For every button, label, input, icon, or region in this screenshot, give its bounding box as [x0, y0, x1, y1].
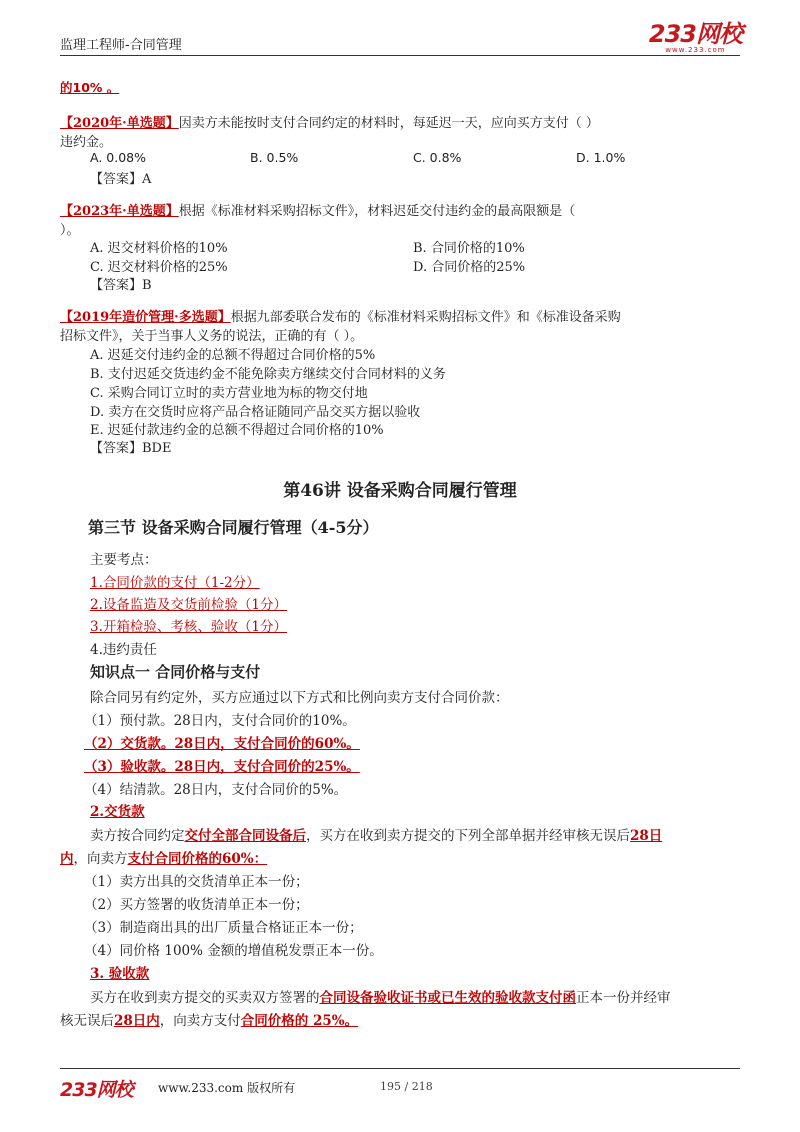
question-text-line2: 违约金。: [60, 135, 113, 150]
question-text-line2: ）。: [60, 223, 80, 238]
question-2020: [60, 112, 599, 131]
delivery-paragraph-line2: [60, 847, 267, 867]
highlight: 支付合同价格的60%：: [127, 851, 268, 867]
document-item-2: （2）买方签署的收货清单正本一份；: [84, 897, 309, 913]
answer: 【答案】BDE: [90, 441, 172, 456]
text-span: ，买方在收到卖方提交的下列全部单据并经审核无误后: [306, 828, 630, 844]
option-d: D. 卖方在交货时应将产品合格证随同产品交买方据以验收: [90, 405, 421, 420]
option-a: A. 0.08%: [90, 150, 146, 165]
question-text: 因卖方未能按时支付合同约定的材料时，每延迟一天，应向买方支付（ ）: [178, 116, 599, 131]
header-rule: [60, 55, 740, 56]
key-point-item: 1.合同价款的支付（1-2分）: [90, 575, 260, 591]
option-d: D. 1.0%: [576, 150, 626, 165]
acceptance-paragraph-line2: [60, 1009, 358, 1029]
key-point-item: 2.设备监造及交货前检验（1分）: [90, 597, 287, 613]
highlight: 合同价格的 25%。: [240, 1013, 359, 1029]
page-number: 195 / 218: [380, 1080, 433, 1093]
question-text: 根据九部委联合发布的《标准材料采购招标文件》和《标准设备采购: [230, 310, 621, 325]
text-span: 核无误后: [60, 1013, 114, 1029]
continued-text: 的10% 。: [60, 80, 120, 95]
footer-logo: 233网校: [60, 1079, 133, 1101]
option-c: C. 采购合同订立时的卖方营业地为标的物交付地: [90, 386, 368, 401]
key-point-item: 3.开箱检验、考核、验收（1分）: [90, 619, 287, 635]
document-item-3: （3）制造商出具的出厂质量合格证正本一份；: [84, 920, 363, 936]
footer-copyright: www.233.com 版权所有: [158, 1081, 296, 1095]
option-d: D. 合同价格的25%: [413, 260, 526, 275]
logo-url: www.233.com: [665, 46, 726, 54]
document-item-4: （4）同价格 100% 金额的增值税发票正本一份。: [84, 943, 383, 959]
highlight: 合同设备验收证书或已生效的验收款支付函: [319, 990, 576, 1006]
option-c: C. 0.8%: [413, 150, 462, 165]
logo-text: 233网校: [648, 20, 742, 48]
section-title: 第三节 设备采购合同履行管理（4-5分）: [88, 518, 379, 537]
option-b: B. 支付迟延交货违约金不能免除卖方继续交付合同材料的义务: [90, 367, 446, 382]
option-a: A. 迟交材料价格的10%: [90, 241, 228, 256]
header-title: 监理工程师-合同管理: [60, 38, 182, 53]
question-tag: 【2023年·单选题】: [60, 204, 179, 219]
payment-item-2: （2）交货款。28日内，支付合同价的60%。: [84, 736, 360, 752]
option-b: B. 0.5%: [250, 150, 299, 165]
question-tag: 【2019年造价管理·多选题】: [60, 310, 231, 325]
knowledge-point-title: 知识点一 合同价格与支付: [90, 663, 261, 681]
delivery-heading: 2.交货款: [90, 804, 145, 820]
key-point-item: 4.违约责任: [90, 642, 157, 658]
acceptance-heading: 3. 验收款: [90, 966, 150, 982]
question-tag: 【2020年·单选题】: [60, 116, 179, 131]
footer-rule: [60, 1068, 740, 1069]
option-a: A. 迟延交付违约金的总额不得超过合同价格的5%: [90, 348, 376, 363]
answer: 【答案】A: [90, 172, 152, 187]
payment-item-1: （1）预付款。28日内，支付合同价的10%。: [84, 713, 356, 729]
text-span: 正本一份并经审: [576, 990, 671, 1006]
highlight: 28日: [630, 828, 663, 844]
payment-item-4: （4）结清款。28日内，支付合同价的5%。: [84, 782, 348, 798]
text-span: ，向卖方支付: [159, 1013, 241, 1029]
question-2019: [60, 306, 621, 325]
delivery-paragraph-line1: [90, 824, 662, 844]
option-c: C. 迟交材料价格的25%: [90, 260, 228, 275]
question-text-line2: 招标文件》，关于当事人义务的说法，正确的有（ ）。: [60, 329, 364, 344]
payment-item-3: （3）验收款。28日内，支付合同价的25%。: [84, 759, 360, 775]
key-points-label: 主要考点：: [90, 552, 158, 568]
highlight: 28日内: [114, 1013, 160, 1029]
payment-intro: 除合同另有约定外，买方应通过以下方式和比例向卖方支付合同价款：: [90, 690, 509, 706]
document-item-1: （1）卖方出具的交货清单正本一份；: [84, 874, 309, 890]
highlight: 内: [60, 851, 74, 867]
option-b: B. 合同价格的10%: [413, 241, 525, 256]
text-span: 买方在收到卖方提交的买卖双方签署的: [90, 990, 320, 1006]
acceptance-paragraph-line1: [90, 986, 671, 1006]
answer: 【答案】B: [90, 278, 152, 293]
text-span: ，向卖方: [73, 851, 128, 867]
highlight: 交付全部合同设备后: [184, 828, 306, 844]
option-e: E. 迟延付款违约金的总额不得超过合同价格的10%: [90, 423, 384, 438]
lecture-title: 第46讲 设备采购合同履行管理: [283, 481, 517, 501]
question-2023: [60, 200, 575, 219]
brand-logo: [649, 22, 742, 54]
text-span: 卖方按合同约定: [90, 828, 185, 844]
question-text: 根据《标准材料采购招标文件》，材料迟延交付违约金的最高限额是（: [178, 204, 576, 219]
